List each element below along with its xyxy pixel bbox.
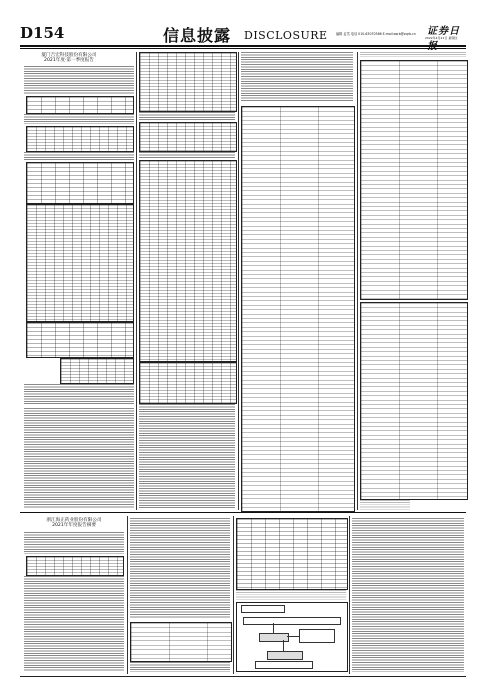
data-table — [26, 204, 134, 322]
column-divider — [357, 52, 358, 510]
text-block — [236, 590, 346, 600]
diagram-node — [243, 617, 341, 625]
diagram-node — [267, 651, 303, 660]
data-table — [236, 518, 348, 590]
financial-statement-table — [360, 302, 468, 500]
text-block — [24, 576, 124, 672]
column-divider — [238, 52, 239, 510]
text-block — [241, 52, 353, 102]
diagram-node — [255, 661, 313, 669]
data-table — [139, 122, 237, 152]
diagram-node — [259, 633, 289, 642]
text-block — [352, 518, 464, 672]
text-block — [24, 152, 134, 160]
data-table — [26, 96, 134, 114]
diagram-node — [299, 629, 335, 643]
data-table — [26, 126, 134, 152]
article-title-left — [26, 53, 112, 64]
text-block — [24, 408, 134, 508]
data-table — [139, 160, 237, 362]
data-table — [130, 622, 232, 662]
page-bottom-rule — [20, 676, 466, 677]
text-block — [130, 518, 230, 618]
text-block — [24, 384, 134, 404]
financial-statement-table — [241, 106, 355, 512]
text-block — [24, 114, 134, 124]
column-divider — [127, 516, 128, 674]
data-table — [60, 358, 134, 384]
text-block — [139, 112, 235, 120]
data-table — [139, 362, 237, 404]
shareholding-structure-diagram — [236, 602, 348, 672]
header-rule — [20, 45, 466, 47]
diagram-connector — [273, 623, 274, 633]
data-table — [139, 52, 237, 112]
column-divider — [233, 516, 234, 674]
header-rule-thin — [20, 48, 466, 49]
diagram-connector — [283, 640, 284, 651]
section-title: 信息披露 — [163, 26, 232, 45]
masthead-logo: 证券日 — [427, 26, 460, 37]
masthead-date: 2022年4月21日 星期四 — [425, 36, 458, 40]
company-name: 厦门吉宏科技股份有限公司 — [41, 53, 97, 58]
data-table — [26, 556, 124, 576]
section-title-en: DISCLOSURE — [244, 29, 328, 42]
article-title-bottom-left — [26, 518, 122, 529]
section-separator — [20, 512, 466, 513]
column-divider — [349, 516, 350, 674]
text-block — [139, 404, 235, 508]
text-block — [130, 662, 230, 672]
financial-statement-table — [360, 60, 468, 300]
text-block — [360, 500, 410, 510]
diagram-node — [241, 605, 285, 613]
contact-line: 编辑 孟雪 电话 010-63070366 E-mail:zqrb@zqrb.cn — [336, 32, 416, 36]
report-subtitle: 2021年度·第一季度报告 — [44, 58, 94, 64]
diagram-connector — [287, 636, 299, 637]
data-table — [26, 322, 134, 358]
text-block — [360, 52, 466, 58]
text-block — [24, 66, 134, 94]
company-name: 浙江海正药业股份有限公司 — [46, 518, 102, 523]
text-block — [24, 532, 124, 554]
text-block — [139, 152, 235, 158]
data-table — [26, 162, 134, 204]
report-subtitle: 2021年年度报告摘要 — [52, 523, 96, 529]
column-divider — [136, 52, 137, 510]
page-number: D154 — [20, 24, 65, 42]
page-header — [20, 22, 466, 44]
